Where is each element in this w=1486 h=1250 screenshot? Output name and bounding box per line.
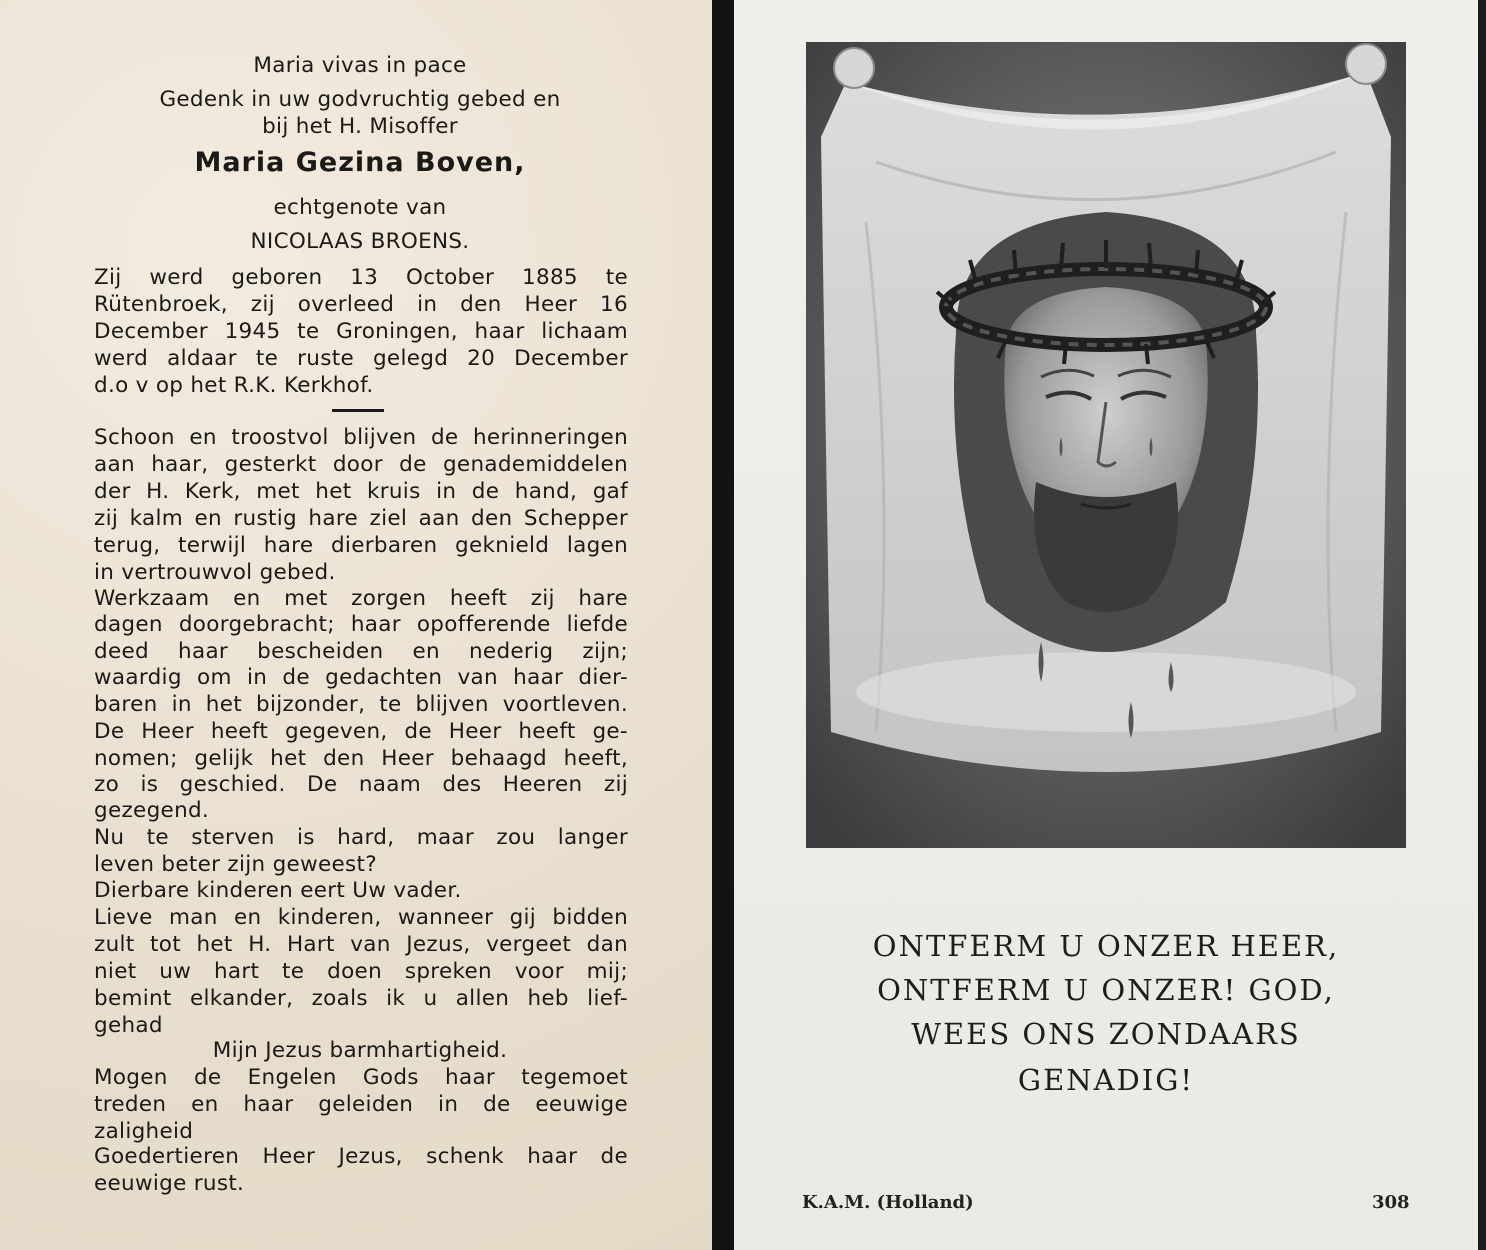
bio-line: d.o v op het R.K. Kerkhof. <box>94 373 374 398</box>
header-line-3: bij het H. Misoffer <box>262 114 458 139</box>
deceased-name: Maria Gezina Boven, <box>194 147 526 178</box>
closing-line: treden en haar geleiden in de eeuwige <box>94 1092 628 1117</box>
spouse-name: NICOLAAS BROENS. <box>250 229 470 254</box>
body-line: aan haar, gesterkt door de genademiddelen <box>94 452 628 477</box>
body-line: der H. Kerk, met het kruis in de hand, gaf <box>94 479 628 504</box>
prayer-line-4: GENADIG! <box>1017 1063 1195 1097</box>
body-line: dagen doorgebracht; haar opofferende liefde <box>94 612 628 637</box>
body-line: deed haar bescheiden en nederig zijn; <box>94 639 628 664</box>
card-number: 308 <box>1372 1192 1410 1213</box>
body-line: baren in het bijzonder, te blijven voortleven. <box>94 692 628 717</box>
bio-line: Zij werd geboren 13 October 1885 te <box>94 265 628 290</box>
closing-line: Mogen de Engelen Gods haar tegemoet <box>94 1065 628 1090</box>
scan-edge <box>1478 0 1486 1250</box>
body-line: niet uw hart te doen spreken voor mij; <box>94 959 628 984</box>
prayer-line-3: WEES ONS ZONDAARS <box>911 1017 1301 1051</box>
closing-line: eeuwige rust. <box>94 1171 245 1196</box>
body-line: in vertrouwvol gebed. <box>94 560 336 585</box>
body-line: zo is geschied. De naam des Heeren zij <box>94 772 628 797</box>
holy-face-icon <box>806 42 1406 848</box>
prayer-line-2: ONTFERM U ONZER! GOD, <box>877 973 1335 1007</box>
spouse-label: echtgenote van <box>273 195 447 220</box>
body-line: gezegend. <box>94 798 210 823</box>
bio-line: December 1945 te Groningen, haar lichaam <box>94 319 628 344</box>
header-line-2: Gedenk in uw godvruchtig gebed en <box>159 87 561 112</box>
body-line: zij kalm en rustig hare ziel aan den Schepper <box>94 506 628 531</box>
card-separator <box>712 0 734 1250</box>
body-line: Dierbare kinderen eert Uw vader. <box>94 878 462 903</box>
header-line-1: Maria vivas in pace <box>253 53 467 78</box>
prayer-line-1: ONTFERM U ONZER HEER, <box>872 929 1340 963</box>
invocation: Mijn Jezus barmhartigheid. <box>212 1038 508 1063</box>
divider <box>332 409 384 412</box>
body-line: Lieve man en kinderen, wanneer gij bidden <box>94 905 628 930</box>
bio-line: werd aldaar te ruste gelegd 20 December <box>94 346 628 371</box>
publisher-imprint: K.A.M. (Holland) <box>802 1192 974 1213</box>
body-line: Werkzaam en met zorgen heeft zij hare <box>94 586 628 611</box>
body-line: De Heer heeft gegeven, de Heer heeft ge- <box>94 719 628 744</box>
body-line: nomen; gelijk het den Heer behaagd heeft, <box>94 746 628 771</box>
body-line: Schoon en troostvol blijven de herinneringen <box>94 425 628 450</box>
body-line: Nu te sterven is hard, maar zou langer <box>94 825 628 850</box>
body-line: gehad <box>94 1013 163 1038</box>
bio-line: Rütenbroek, zij overleed in den Heer 16 <box>94 292 628 317</box>
closing-line: Goedertieren Heer Jezus, schenk haar de <box>94 1144 628 1169</box>
memorial-card-text-side <box>0 0 712 1250</box>
closing-line: zaligheid <box>94 1119 194 1144</box>
body-line: leven beter zijn geweest? <box>94 852 377 877</box>
body-line: terug, terwijl hare dierbaren geknield lagen <box>94 533 628 558</box>
memorial-card-image-side <box>734 0 1478 1250</box>
body-line: bemint elkander, zoals ik u allen heb lief- <box>94 986 628 1011</box>
body-line: waardig om in de gedachten van haar dier- <box>94 665 628 690</box>
veil-of-veronica-illustration <box>806 42 1406 848</box>
body-line: zult tot het H. Hart van Jezus, vergeet dan <box>94 932 628 957</box>
